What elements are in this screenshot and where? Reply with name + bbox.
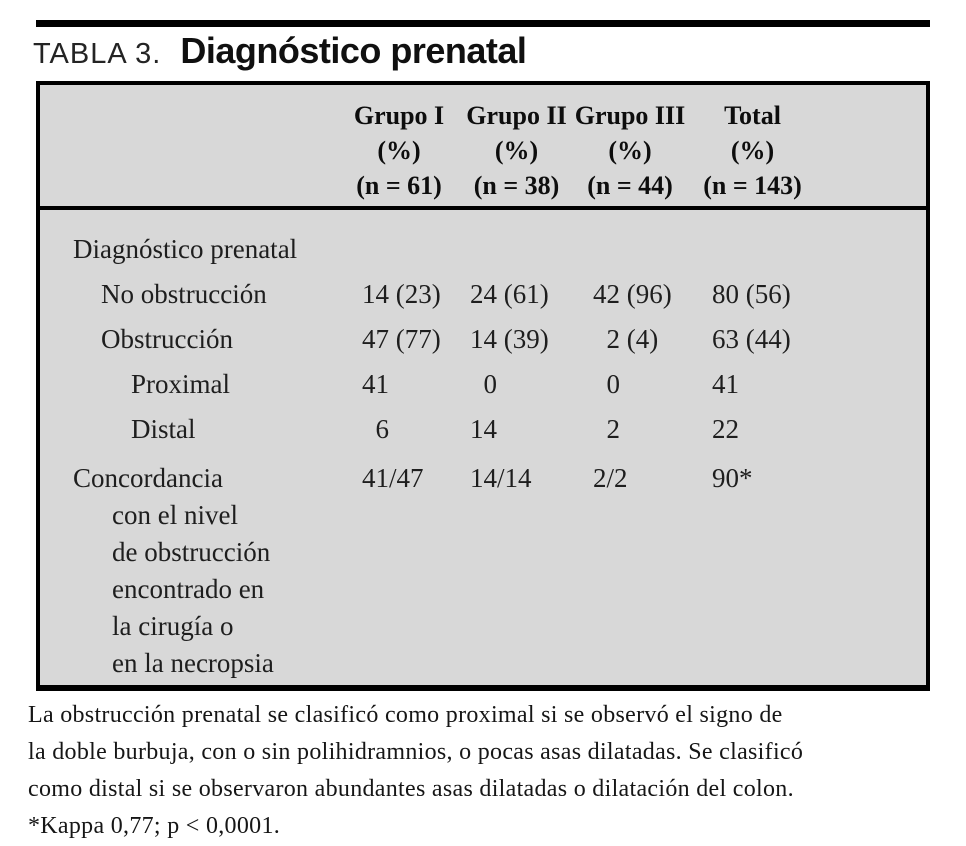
- column-header-pct-3: (%): [608, 136, 652, 165]
- table-cell: 80 (56): [712, 279, 791, 309]
- row-label: la cirugía o: [112, 611, 234, 641]
- row-label: de obstrucción: [112, 537, 271, 567]
- table-cell: 24 (61): [470, 279, 549, 309]
- table-cell: 47 (77): [362, 324, 441, 354]
- footnote-line: la doble burbuja, con o sin polihidramnios, o pocas asas dilatadas. Se clasificó: [28, 739, 804, 765]
- table-cell: 41: [362, 369, 389, 399]
- column-header-n-3: (n = 44): [587, 171, 673, 200]
- table-cell: 14 (39): [470, 324, 549, 354]
- table-cell: 0: [606, 369, 620, 399]
- row-label: Proximal: [131, 369, 230, 399]
- table-row: [40, 497, 926, 534]
- table-row: [40, 272, 926, 317]
- table-cell: 2 (4): [606, 324, 659, 354]
- table-cell: 0: [483, 369, 497, 399]
- table-row: [40, 407, 926, 452]
- table-cell: 6: [375, 414, 389, 444]
- column-header-n-2: (n = 38): [473, 171, 560, 200]
- row-label: Diagnóstico prenatal: [73, 234, 298, 264]
- column-header-n-1: (n = 61): [356, 171, 442, 200]
- table-row: [40, 534, 926, 571]
- table-row: [40, 608, 926, 645]
- table-cell: 42 (96): [593, 279, 672, 309]
- table-cell: 14: [470, 414, 497, 444]
- row-label: en la necropsia: [112, 648, 274, 678]
- footnote-line: como distal si se observaron abundantes asas dilatadas o dilatación del colon.: [28, 776, 794, 802]
- row-label: No obstrucción: [101, 279, 267, 309]
- row-label: Obstrucción: [101, 324, 233, 354]
- row-label: Concordancia: [73, 463, 223, 493]
- table-header: [40, 85, 926, 210]
- table-row: [40, 317, 926, 362]
- table-row: [40, 362, 926, 407]
- table-body: [40, 210, 926, 682]
- data-table: [36, 81, 930, 691]
- table-row: [40, 227, 926, 272]
- footnote-line: La obstrucción prenatal se clasificó como proximal si se observó el signo de: [28, 702, 783, 728]
- table-row: [40, 645, 926, 682]
- table-cell: 14/14: [470, 463, 532, 493]
- table-title: [33, 30, 526, 72]
- column-header-grupo-1: Grupo I: [353, 101, 445, 130]
- column-header-pct-2: (%): [494, 136, 539, 165]
- footnote: [28, 697, 948, 845]
- column-header-total: Total: [724, 101, 781, 130]
- table-cell: 90*: [712, 463, 753, 493]
- title-rule: [36, 20, 930, 27]
- footnote-kappa: *Kappa 0,77; p < 0,0001.: [28, 813, 281, 839]
- row-spacer: [40, 452, 926, 460]
- column-header-pct-4: (%): [730, 136, 775, 165]
- column-header-grupo-2: Grupo II: [466, 101, 567, 130]
- header-line-group: [40, 98, 926, 133]
- header-line-n: [40, 168, 926, 203]
- table-cell: 22: [712, 414, 739, 444]
- header-line-percent: [40, 133, 926, 168]
- column-header-pct-1: (%): [377, 136, 421, 165]
- table-row: [40, 460, 926, 497]
- row-label: encontrado en: [112, 574, 265, 604]
- table-cell: 2: [606, 414, 620, 444]
- column-header-n-4: (n = 143): [703, 171, 802, 200]
- row-label: Distal: [131, 414, 196, 444]
- row-label: con el nivel: [112, 500, 238, 530]
- table-cell: 63 (44): [712, 324, 791, 354]
- table-cell: 41/47: [362, 463, 424, 493]
- table-cell: 41: [712, 369, 739, 399]
- table-row: [40, 571, 926, 608]
- table-number: TABLA 3.: [33, 38, 162, 70]
- column-header-grupo-3: Grupo III: [574, 101, 686, 130]
- table-title-text: Diagnóstico prenatal: [180, 30, 527, 71]
- table-cell: 2/2: [593, 463, 628, 493]
- table-cell: 14 (23): [362, 279, 441, 309]
